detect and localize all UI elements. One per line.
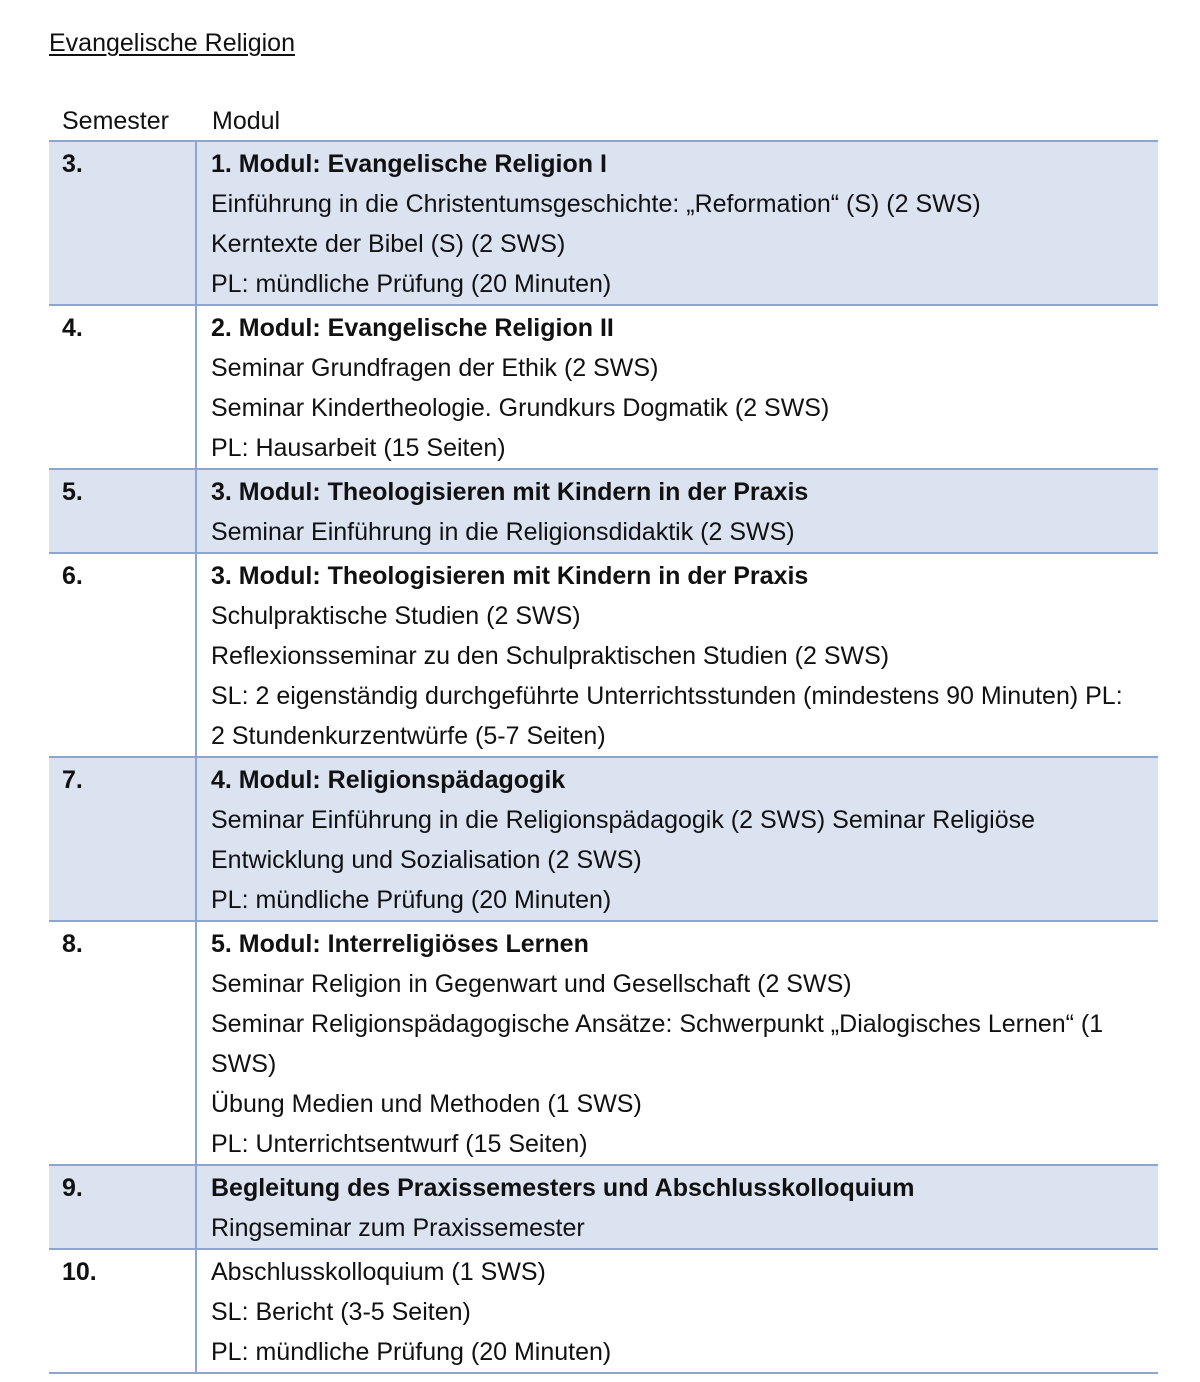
- semester-cell: 6.: [49, 554, 197, 756]
- module-cell: [197, 922, 1158, 1164]
- semester-cell: 7.: [49, 758, 197, 920]
- module-detail-line: PL: Hausarbeit (15 Seiten): [211, 434, 506, 462]
- module-detail-line: Reflexionsseminar zu den Schulpraktischen Studien (2 SWS): [211, 642, 890, 670]
- module-detail-line: Abschlusskolloquium (1 SWS): [211, 1258, 546, 1286]
- module-cell: [197, 142, 1158, 304]
- semester-cell: 8.: [49, 922, 197, 1164]
- module-detail-line: Seminar Kindertheologie. Grundkurs Dogmatik (2 SWS): [211, 394, 830, 422]
- module-detail-line: PL: Unterrichtsentwurf (15 Seiten): [211, 1130, 588, 1158]
- module-detail-line: Einführung in die Christentumsgeschichte: „Reformation“ (S) (2 SWS): [211, 190, 981, 218]
- table-body: [49, 142, 1158, 1374]
- module-detail-line: PL: mündliche Prüfung (20 Minuten): [211, 270, 612, 298]
- module-cell: [197, 306, 1158, 468]
- module-detail-line: Kerntexte der Bibel (S) (2 SWS): [211, 230, 566, 258]
- table-row: [49, 306, 1158, 470]
- semester-cell: 3.: [49, 142, 197, 304]
- module-cell: [197, 554, 1158, 756]
- header-modul: Modul: [212, 107, 281, 135]
- module-detail-line: Seminar Einführung in die Religionspädagogik (2 SWS) Seminar Religiöse Entwicklung und Sozialisation (2 SWS): [211, 806, 1036, 874]
- table-header-row: [49, 100, 1158, 142]
- module-heading: 5. Modul: Interreligiöses Lernen: [211, 930, 589, 958]
- module-detail-line: PL: mündliche Prüfung (20 Minuten): [211, 886, 612, 914]
- table-row: [49, 758, 1158, 922]
- semester-cell: 10.: [49, 1250, 197, 1372]
- module-detail-line: SL: Bericht (3-5 Seiten): [211, 1298, 471, 1326]
- module-cell: [197, 1250, 1158, 1372]
- table-row: [49, 142, 1158, 306]
- document-title: Evangelische Religion: [49, 29, 295, 57]
- table-row: [49, 1166, 1158, 1250]
- module-detail-line: Übung Medien und Methoden (1 SWS): [211, 1090, 642, 1118]
- module-detail-line: Seminar Religion in Gegenwart und Gesellschaft (2 SWS): [211, 970, 852, 998]
- module-detail-line: Seminar Religionspädagogische Ansätze: Schwerpunkt „Dialogisches Lernen“ (1 SWS): [211, 1010, 1104, 1078]
- module-detail-line: PL: mündliche Prüfung (20 Minuten): [211, 1338, 612, 1366]
- semester-cell: 4.: [49, 306, 197, 468]
- module-heading: 4. Modul: Religionspädagogik: [211, 766, 566, 794]
- module-cell: [197, 1166, 1158, 1248]
- semester-cell: 5.: [49, 470, 197, 552]
- module-detail-line: Seminar Grundfragen der Ethik (2 SWS): [211, 354, 659, 382]
- table-row: [49, 470, 1158, 554]
- module-detail-line: Ringseminar zum Praxissemester: [211, 1214, 585, 1242]
- module-heading: 1. Modul: Evangelische Religion I: [211, 150, 607, 178]
- semester-cell: 9.: [49, 1166, 197, 1248]
- module-cell: [197, 470, 1158, 552]
- header-semester: Semester: [62, 107, 169, 135]
- module-table: [49, 100, 1158, 1374]
- table-row: [49, 554, 1158, 758]
- module-cell: [197, 758, 1158, 920]
- module-heading: 3. Modul: Theologisieren mit Kindern in der Praxis: [211, 478, 809, 506]
- module-detail-line: SL: 2 eigenständig durchgeführte Unterrichtsstunden (mindestens 90 Minuten) PL: 2 Stundenkurzentwürfe (5-7 Seiten): [211, 682, 1123, 750]
- module-heading: Begleitung des Praxissemesters und Abschlusskolloquium: [211, 1174, 915, 1202]
- module-heading: 3. Modul: Theologisieren mit Kindern in der Praxis: [211, 562, 809, 590]
- table-row: [49, 1250, 1158, 1374]
- module-detail-line: Seminar Einführung in die Religionsdidaktik (2 SWS): [211, 518, 795, 546]
- table-row: [49, 922, 1158, 1166]
- module-heading: 2. Modul: Evangelische Religion II: [211, 314, 614, 342]
- module-detail-line: Schulpraktische Studien (2 SWS): [211, 602, 581, 630]
